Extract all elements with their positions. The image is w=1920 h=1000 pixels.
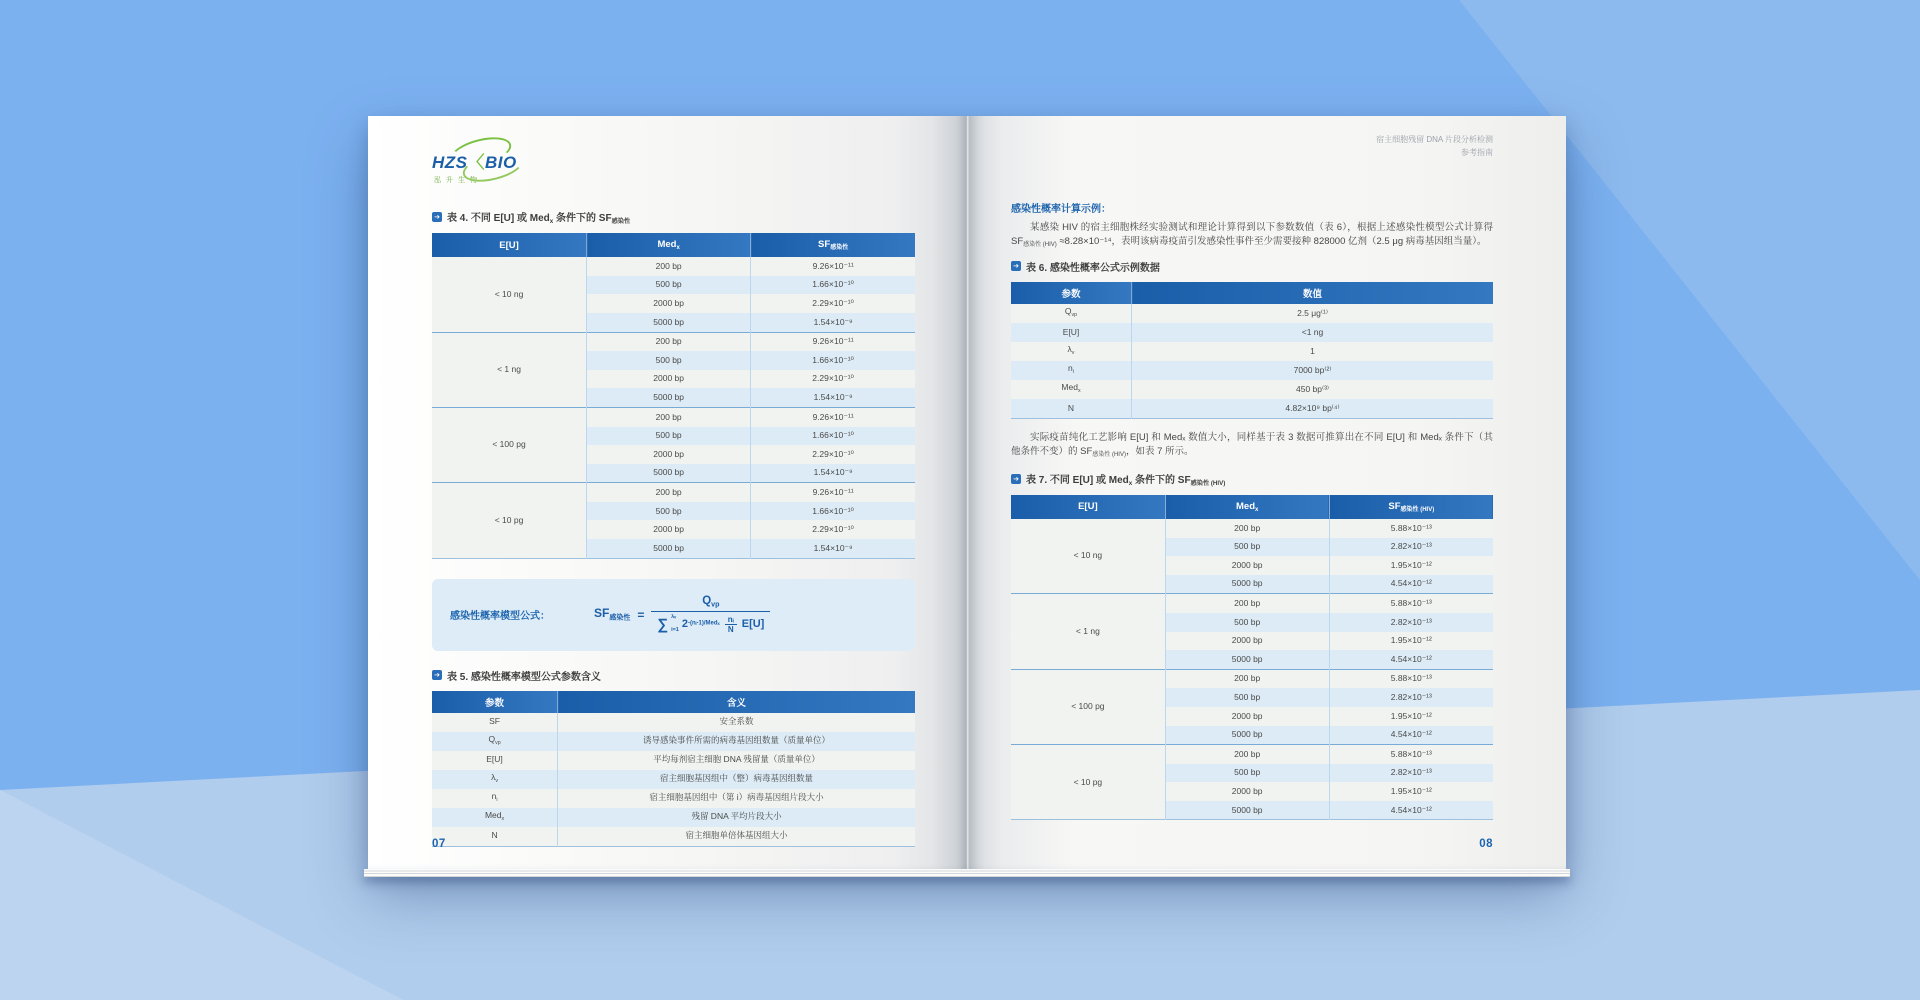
table6-row [1011, 361, 1493, 380]
table4-title-text: 表 4. 不同 E[U] 或 Med$_x$ 条件下的 $SF_{感染性}$ [447, 213, 631, 226]
table4-med-cell: 200 bp [587, 407, 751, 426]
table6-row [1011, 304, 1493, 323]
table6-param-cell [1011, 399, 1132, 419]
table4-header-med [587, 233, 751, 257]
table5-value-cell: 安全系数 [558, 713, 915, 732]
table4-sf-cell: 9.26×10⁻¹¹ [751, 407, 915, 426]
parameter-subscript: i [496, 797, 498, 804]
table5 [432, 691, 915, 847]
table4-sf-cell: 9.26×10⁻¹¹ [751, 332, 915, 351]
table4-header-row [432, 233, 915, 257]
table4-sf-cell: 9.26×10⁻¹¹ [751, 257, 915, 276]
table5-param-cell [432, 713, 558, 732]
table6-header-row [1011, 282, 1493, 304]
table7-med-cell: 5000 bp [1165, 575, 1329, 594]
formula-box [432, 579, 915, 651]
table7-eu-cell: < 100 pg [1011, 669, 1165, 744]
running-header-line2: 参考指南 [1461, 147, 1493, 157]
table4-eu-cell: < 10 pg [432, 483, 587, 558]
table7-sf-cell: 2.82×10⁻¹³ [1329, 613, 1493, 632]
open-brochure [368, 116, 1566, 870]
table7-sf-cell: 5.88×10⁻¹³ [1329, 594, 1493, 613]
table7-sf-cell: 4.54×10⁻¹² [1329, 575, 1493, 594]
formula-equals: = [637, 607, 645, 622]
table5-row [432, 770, 915, 789]
table6-param-cell [1011, 361, 1132, 380]
parameter-symbol: Med$_x$ [657, 239, 680, 252]
table7-sf-cell: 5.88×10⁻¹³ [1329, 519, 1493, 538]
table4-sf-cell: 1.54×10⁻⁹ [751, 539, 915, 558]
table4-med-cell: 5000 bp [587, 539, 751, 558]
parameter-subscript: x [501, 816, 505, 823]
parameter-subscript: x [1255, 507, 1259, 514]
parameter-symbol: $SF_{感染性 (HIV)}$ [1388, 500, 1435, 514]
table7-sf-cell: 2.82×10⁻¹³ [1329, 688, 1493, 707]
table5-row [432, 789, 915, 808]
table6-param-cell [1011, 342, 1132, 361]
table4-med-cell: 2000 bp [587, 370, 751, 389]
table4-eu-cell: < 100 pg [432, 407, 587, 482]
logo-bracket-icon: 〈 [467, 153, 485, 172]
parameter-symbol: $SF_{感染性}$ [818, 239, 849, 252]
table4-med-cell: 2000 bp [587, 520, 751, 539]
table7-title [1011, 471, 1493, 487]
section-heading: 感染性概率计算示例： [1011, 203, 1111, 215]
table7-med-cell: 500 bp [1165, 613, 1329, 632]
table6-value-cell: 4.82×10⁹ bp⁽⁴⁾ [1132, 399, 1494, 419]
table4-sf-cell: 2.29×10⁻¹⁰ [751, 294, 915, 313]
table5-param-cell [432, 789, 558, 808]
page-right [967, 116, 1566, 870]
table5-header-value: 含义 [558, 691, 915, 713]
table5-value-cell: 宿主细胞基因组中（第 i）病毒基因组片段大小 [558, 789, 915, 808]
table7-med-cell: 2000 bp [1165, 632, 1329, 651]
table5-param-cell [432, 732, 558, 751]
table4-sf-cell: 9.26×10⁻¹¹ [751, 483, 915, 502]
table6-param-cell [1011, 323, 1132, 342]
table7-row [1011, 519, 1493, 538]
table4-sf-cell: 2.29×10⁻¹⁰ [751, 370, 915, 389]
table4-med-cell: 200 bp [587, 257, 751, 276]
table4-med-cell: 500 bp [587, 427, 751, 446]
parameter-symbol: $n_i$ [1068, 363, 1074, 376]
table7-med-cell: 200 bp [1165, 519, 1329, 538]
running-header [1011, 134, 1493, 160]
parameter-symbol: $Q_{vp}$ [1064, 306, 1078, 319]
table7-sf-cell: 4.54×10⁻¹² [1329, 801, 1493, 820]
table4-sf-cell: 2.29×10⁻¹⁰ [751, 445, 915, 464]
table6-row [1011, 399, 1493, 419]
table6-param-cell [1011, 304, 1132, 323]
table5-value-cell: 宿主细胞基因组中（整）病毒基因组数量 [558, 770, 915, 789]
brand-logo [432, 148, 552, 185]
parameter-symbol: Med$_x$ [484, 810, 505, 823]
table7-eu-cell: < 10 pg [1011, 745, 1165, 820]
table4-sf-cell: 2.29×10⁻¹⁰ [751, 520, 915, 539]
table6-value-cell: 2.5 μg⁽¹⁾ [1132, 304, 1494, 323]
table6-title-text: 表 6. 感染性概率公式示例数据 [1026, 262, 1160, 274]
table5-title-text: 表 5. 感染性概率模型公式参数含义 [447, 671, 601, 683]
example-paragraph: 某感染 HIV 的宿主细胞株经实验测试和理论计算得到以下参数数值（表 6），根据上述感染性模型公式计算得 $SF_{感染性 (HIV)} \approx 8.28\times 10^{-14}$，表明该病毒疫苗引发感染性事件至少需要接种 828000 亿剂（2.5 μg 病毒基因组当量）。 [1011, 221, 1493, 249]
formula-denominator [651, 611, 770, 634]
table4-row [432, 407, 915, 426]
brand-logo-wordmark [432, 148, 517, 173]
table5-value-cell: 诱导感染事件所需的病毒基因组数量（质量单位） [558, 732, 915, 751]
table4-med-cell: 500 bp [587, 276, 751, 295]
table4-med-cell: 500 bp [587, 351, 751, 370]
formula-sf-term: $SF_{感染性}$ [594, 606, 631, 622]
table7-med-cell: 5000 bp [1165, 650, 1329, 669]
table-title-arrow-icon: ➔ [1011, 261, 1021, 271]
table7-header-eu: E[U] [1011, 495, 1165, 519]
page-left [368, 116, 967, 870]
parameter-symbol: $Q_{vp}$ [488, 734, 501, 747]
table5-header-param: 参数 [432, 691, 558, 713]
table6-header-param: 参数 [1011, 282, 1132, 304]
parameter-symbol: E[U] [1062, 326, 1080, 337]
table4-sf-cell: 1.54×10⁻⁹ [751, 388, 915, 407]
parameter-subscript: x [1077, 388, 1081, 395]
table7-med-cell: 2000 bp [1165, 707, 1329, 726]
table7-sf-cell: 2.82×10⁻¹³ [1329, 538, 1493, 557]
table5-param-cell [432, 751, 558, 770]
table6-value-cell: 450 bp⁽³⁾ [1132, 380, 1494, 399]
table4-header-eu: E[U] [432, 233, 587, 257]
table7-header-row [1011, 495, 1493, 519]
parameter-subscript: v [1071, 350, 1075, 357]
parameter-symbol: Med$_x$ [1236, 500, 1259, 514]
table4-sf-cell: 1.66×10⁻¹⁰ [751, 427, 915, 446]
table4-sf-cell: 1.66×10⁻¹⁰ [751, 351, 915, 370]
page-number-left: 07 [432, 838, 446, 850]
infectivity-formula [594, 595, 770, 634]
table7-med-cell: 500 bp [1165, 764, 1329, 783]
parameter-subscript: x [676, 245, 680, 252]
summation-icon: ∑ [657, 615, 669, 633]
parameter-subscript: 感染性 (HIV) [1400, 507, 1435, 514]
table4-med-cell: 200 bp [587, 332, 751, 351]
table7-header-sf [1329, 495, 1493, 519]
table7-sf-cell: 1.95×10⁻¹² [1329, 782, 1493, 801]
table5-value-cell: 残留 DNA 平均片段大小 [558, 808, 915, 827]
table4 [432, 233, 915, 559]
table5-row [432, 732, 915, 751]
parameter-symbol: $\lambda_v$ [1067, 344, 1075, 357]
parameter-subscript: vp [1071, 312, 1078, 319]
table7-sf-cell: 2.82×10⁻¹³ [1329, 764, 1493, 783]
table5-param-cell [432, 770, 558, 789]
table7-sf-cell: 5.88×10⁻¹³ [1329, 669, 1493, 688]
table7-sf-cell: 1.95×10⁻¹² [1329, 556, 1493, 575]
table5-row [432, 713, 915, 732]
parameter-symbol: $n_i$ [491, 791, 498, 804]
table4-med-cell: 5000 bp [587, 388, 751, 407]
brand-logo-subtitle: 泓升生物 [434, 177, 482, 184]
logo-text-bio: BIO [485, 153, 517, 172]
table5-param-cell [432, 808, 558, 827]
parameter-subscript: 感染性 [830, 245, 849, 252]
table6-value-cell: <1 ng [1132, 323, 1494, 342]
table6-row [1011, 323, 1493, 342]
formula-eu-term: E[U] [741, 618, 765, 631]
table7-eu-cell: < 10 ng [1011, 519, 1165, 594]
page-stack-edge [364, 869, 1570, 877]
table4-med-cell: 500 bp [587, 502, 751, 521]
table5-row [432, 808, 915, 827]
summation-limits: λᵥ i=1 [671, 614, 679, 633]
table6-row [1011, 342, 1493, 361]
formula-numerator: $Q_{vp}$ [702, 595, 720, 609]
table6-title [1011, 259, 1493, 274]
table5-value-cell: 宿主细胞单倍体基因组大小 [558, 827, 915, 847]
table7 [1011, 495, 1493, 821]
parameter-symbol: E[U] [486, 754, 503, 765]
parameter-subscript: i [1072, 369, 1074, 376]
parameter-subscript: vp [495, 740, 501, 747]
parameter-symbol: N [491, 830, 498, 841]
table4-sf-cell: 1.66×10⁻¹⁰ [751, 502, 915, 521]
table4-row [432, 332, 915, 351]
parameter-subscript: v [495, 778, 498, 785]
table4-row [432, 483, 915, 502]
table7-med-cell: 200 bp [1165, 745, 1329, 764]
logo-text-hzs: HZS [432, 153, 468, 172]
table7-med-cell: 500 bp [1165, 538, 1329, 557]
table7-med-cell: 200 bp [1165, 594, 1329, 613]
table6-value-cell: 1 [1132, 342, 1494, 361]
table7-med-cell: 5000 bp [1165, 726, 1329, 745]
table4-eu-cell: < 1 ng [432, 332, 587, 407]
table7-header-med [1165, 495, 1329, 519]
table-title-arrow-icon: ➔ [1011, 474, 1021, 484]
table7-eu-cell: < 1 ng [1011, 594, 1165, 669]
table7-med-cell: 500 bp [1165, 688, 1329, 707]
table7-row [1011, 669, 1493, 688]
table7-med-cell: 200 bp [1165, 669, 1329, 688]
table4-med-cell: 2000 bp [587, 294, 751, 313]
table4-sf-cell: 1.54×10⁻⁹ [751, 313, 915, 332]
table4-med-cell: 2000 bp [587, 445, 751, 464]
table7-row [1011, 745, 1493, 764]
table4-med-cell: 5000 bp [587, 464, 751, 483]
formula-power-term: $2^{-(nᵢ-1)/Med_x}$ [681, 618, 720, 631]
parameter-symbol: $\lambda_v$ [491, 772, 498, 785]
table7-med-cell: 2000 bp [1165, 782, 1329, 801]
table5-param-cell [432, 827, 558, 847]
parameter-symbol: N [1067, 402, 1075, 413]
table4-med-cell: 5000 bp [587, 313, 751, 332]
table7-med-cell: 2000 bp [1165, 556, 1329, 575]
table6-value-cell: 7000 bp⁽²⁾ [1132, 361, 1494, 380]
table4-med-cell: 200 bp [587, 483, 751, 502]
page-number-right: 08 [1479, 838, 1493, 850]
table-title-arrow-icon: ➔ [432, 670, 442, 680]
parameter-symbol: Med$_x$ [1061, 382, 1081, 395]
table-title-arrow-icon: ➔ [432, 212, 442, 222]
table7-sf-cell: 1.95×10⁻¹² [1329, 707, 1493, 726]
table7-sf-cell: 5.88×10⁻¹³ [1329, 745, 1493, 764]
parameter-symbol: SF [489, 716, 500, 727]
formula-label: 感染性概率模型公式： [450, 611, 550, 623]
derivation-paragraph: 实际疫苗纯化工艺影响 E[U] 和 Medₓ 数值大小，同样基于表 3 数据可推算出在不同 E[U] 和 Medₓ 条件下（其他条件不变）的 $SF_{感染性 (HIV)}$，如表 7 所示。 [1011, 431, 1493, 459]
running-header-line1: 宿主细胞残留 DNA 片段分析检测 [1376, 135, 1493, 144]
table7-row [1011, 594, 1493, 613]
table5-row [432, 827, 915, 847]
table4-sf-cell: 1.54×10⁻⁹ [751, 464, 915, 483]
table5-value-cell: 平均每剂宿主细胞 DNA 残留量（质量单位） [558, 751, 915, 770]
table5-header-row [432, 691, 915, 713]
table4-eu-cell: < 10 ng [432, 257, 587, 332]
table5-title [432, 668, 915, 683]
table7-sf-cell: 1.95×10⁻¹² [1329, 632, 1493, 651]
table6 [1011, 282, 1493, 419]
table4-title [432, 209, 915, 225]
table7-med-cell: 5000 bp [1165, 801, 1329, 820]
table6-param-cell [1011, 380, 1132, 399]
formula-mini-fraction: nᵢ N [725, 615, 737, 634]
formula-fraction [651, 595, 770, 634]
table6-header-value: 数值 [1132, 282, 1494, 304]
table6-row [1011, 380, 1493, 399]
table4-row [432, 257, 915, 276]
table7-title-text: 表 7. 不同 E[U] 或 Med$_x$ 条件下的 $SF_{感染性 (HIV)}$ [1026, 474, 1226, 487]
table7-sf-cell: 4.54×10⁻¹² [1329, 650, 1493, 669]
table4-header-sf [751, 233, 915, 257]
table7-sf-cell: 4.54×10⁻¹² [1329, 726, 1493, 745]
table4-sf-cell: 1.66×10⁻¹⁰ [751, 276, 915, 295]
table5-row [432, 751, 915, 770]
